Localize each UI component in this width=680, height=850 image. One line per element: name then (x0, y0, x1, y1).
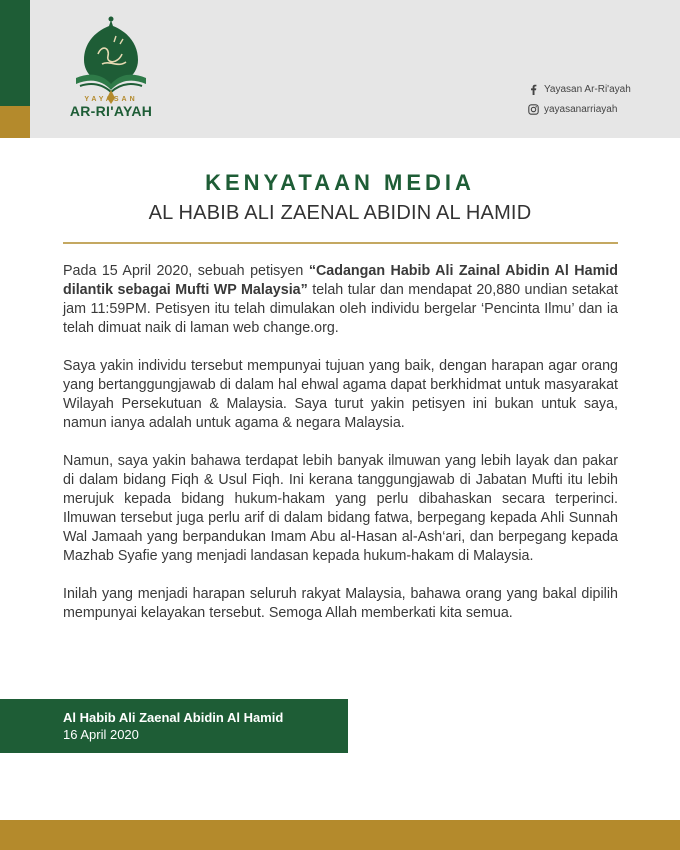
brand-name: AR-RI'AYAH (69, 103, 153, 119)
paragraph-1-rest: telah tular dan mendapat 20,880 undian setakat jam 11:59PM. Petisyen itu telah dimulakan oleh individu bergelar ‘Pencinta Ilmu’ dan ia telah dimuat naik di laman web change.org. (63, 282, 618, 336)
page-subtitle: AL HABIB ALI ZAENAL ABIDIN AL HAMID (148, 202, 532, 224)
page-title: KENYATAAN MEDIA (205, 170, 475, 195)
statement-body (63, 262, 618, 642)
paragraph-3: Namun, saya yakin bahawa terdapat lebih banyak ilmuwan yang lebih layak dan pakar di dalam bidang Fiqh & Usul Fiqh. Ini kerana tanggungjawab di Jabatan Mufti itu lebih merujuk kepada bidang hukum-hakam yang perlu dibahaskan secara terperinci. Ilmuwan tersebut juga perlu arif di dalam bidang fatwa, berpegang kepada Ahli Sunnah Wal Jamaah yang berpandukan Imam Abu al-Hasan al-Ash‘ari, dan berpegang kepada Mazhab Syafie yang menjadi landasan kepada hukum-hakam di Malaysia. (63, 453, 618, 564)
divider (63, 242, 618, 244)
facebook-handle: Yayasan Ar-Ri'ayah (544, 84, 631, 95)
signatory-name: Al Habib Ali Zaenal Abidin Al Hamid (63, 710, 284, 725)
facebook-link[interactable] (528, 84, 631, 95)
brand-subtitle: YAYASAN (84, 96, 138, 103)
petition-title: “Cadangan Habib Ali Zainal Abidin Al Hamid dilantik sebagai Mufti WP Malaysia” (63, 263, 618, 298)
signature-date: 16 April 2020 (63, 727, 139, 742)
instagram-link[interactable] (528, 104, 617, 115)
instagram-handle: yayasanarriayah (544, 104, 618, 115)
signature-block (0, 699, 348, 753)
green-stripe (0, 0, 30, 106)
instagram-icon (528, 104, 539, 115)
gold-stripe (0, 106, 30, 138)
paragraph-1-intro: Pada 15 April 2020, sebuah petisyen (63, 263, 309, 279)
paragraph-2: Saya yakin individu tersebut mempunyai tujuan yang baik, dengan harapan agar orang yang bertanggungjawab di dalam hal ehwal agama dapat berkhidmat untuk masyarakat Wilayah Persekutuan & Malaysia. Saya turut yakin petisyen ini bukan untuk saya, namun ianya adalah untuk agama & negara Malaysia. (63, 358, 618, 431)
facebook-icon (528, 84, 539, 95)
paragraph-4: Inilah yang menjadi harapan seluruh rakyat Malaysia, bahawa orang yang bakal dipilih mempunyai kelayakan tersebut. Semoga Allah memberkati kita semua. (63, 586, 618, 621)
header-banner (0, 0, 680, 138)
paragraph-1 (63, 262, 618, 338)
footer-bar (0, 820, 680, 850)
